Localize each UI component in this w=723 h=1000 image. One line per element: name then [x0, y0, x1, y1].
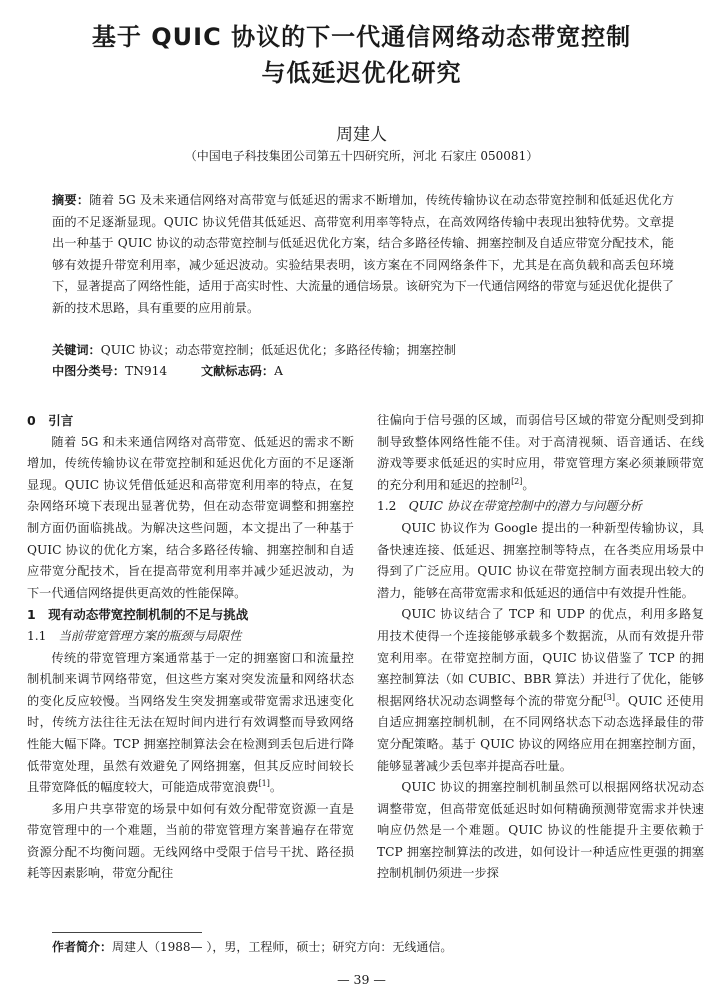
section-1-1-number: 1.1 — [27, 628, 47, 643]
section-0-heading: 0 引言 — [27, 413, 74, 428]
keywords — [52, 340, 674, 361]
keywords-text: QUIC 协议；动态带宽控制；低延迟优化；多路径传输；拥塞控制 — [100, 343, 456, 357]
section-1-heading: 1 现有动态带宽控制机制的不足与挑战 — [27, 607, 249, 623]
section-1-1-paragraph-1-text: 传统的带宽管理方案通常基于一定的拥塞窗口和流量控制机制来调节网络带宽，但这些方案对突发流量和网络状态的变化反应较慢。当网络发生突发拥塞或带宽需求迅速变化时，传统方法往往无法在短时间内进行有效调整而导致网络性能大幅下降。TCP 拥塞控制算法会在检测到丢包后进行降低带宽处理，虽然有效避免了网络拥塞，但其反应时间较长且带宽降低的幅度较大，可能造成带宽浪费 — [27, 650, 354, 795]
paper-title-line-1: 基于 QUIC 协议的下一代通信网络动态带宽控制 — [91, 23, 632, 51]
section-1-1-title: 当前带宽管理方案的瓶颈与局限性 — [58, 628, 242, 643]
section-1-2-heading — [377, 496, 704, 518]
continued-paragraph-end: 。 — [522, 477, 535, 492]
section-1-1-paragraph-1-end: 。 — [269, 780, 283, 795]
section-0-paragraph: 随着 5G 和未来通信网络对高带宽、低延迟的需求不断增加，传统传输协议在带宽控制和延迟优化方面的不足逐渐显现。QUIC 协议凭借低延迟和高带宽利用率的特点，在复杂网络环境下表现出显著优势，但在动态带宽调整和拥塞控制方面仍面临挑战。为解决这些问题，本文提出了一种基于 QUIC 协议的优化方案，结合多路径传输、拥塞控制和自适应带宽分配技术，旨在提高带宽利用率并减少延迟波动，为下一代通信网络提供更高效的性能保障。 — [27, 434, 354, 600]
section-1-2-paragraph-3: QUIC 协议的拥塞控制机制虽然可以根据网络状况动态调整带宽，但高带宽低延迟时如何精确预测带宽需求并快速响应仍然是一个难题。QUIC 协议的性能提升主要依赖于 TCP 拥塞控制算法的改进，如何设计一种适应性更强的拥塞控制机制仍须进一步探 — [377, 780, 704, 881]
continued-paragraph-text: 往偏向于信号强的区域，而弱信号区域的带宽分配则受到抑制导致整体网络性能不佳。对于高清视频、语音通话、在线游戏等要求低延迟的实时应用，带宽管理方案必须兼顾带宽的充分利用和延迟的控制 — [377, 413, 704, 492]
clc-label: 中图分类号： — [52, 364, 126, 378]
abstract — [52, 190, 674, 319]
section-1-2-paragraph-1: QUIC 协议作为 Google 提出的一种新型传输协议，具备快速连接、低延迟、拥塞控制等特点，在各类应用场景中得到了广泛应用。QUIC 协议在带宽控制方面表现出较大的潜力，能够在高带宽需求和低延迟的通信中有效提升性能。 — [377, 520, 704, 600]
doc-code-value: A — [274, 364, 283, 378]
author-bio-label: 作者简介： — [52, 940, 113, 954]
footnote-rule — [52, 932, 202, 933]
right-column — [377, 410, 704, 885]
abstract-text: 随着 5G 及未来通信网络对高带宽与低延迟的需求不断增加，传统传输协议在动态带宽控制和低延迟优化方面的不足逐渐显现。QUIC 协议凭借其低延迟、高带宽利用率等特点，在高效网络传输中表现出独特优势。文章提出一种基于 QUIC 协议的动态带宽控制与低延迟优化方案，结合多路径传输、拥塞控制及自适应带宽分配技术，能够有效提升带宽利用率，减少延迟波动。实验结果表明，该方案在不同网络条件下，尤其是在高负载和高丢包环境下，显著提高了网络性能，适用于高实时性、大流量的通信场景。该研究为下一代通信网络的带宽与延迟优化提供了新的技术思路，具有重要的应用前景。 — [52, 193, 675, 315]
section-1-2-number: 1.2 — [377, 499, 397, 514]
section-1-1-paragraph-2: 多用户共享带宽的场景中如何有效分配带宽资源一直是带宽管理中的一个难题，当前的带宽管理方案普遍存在带宽资源分配不均衡问题。无线网络中受限于信号干扰、路径损耗等因素影响，带宽分配往 — [27, 801, 354, 881]
left-column — [27, 410, 354, 885]
classification-line — [52, 361, 674, 382]
citation-3: [3] — [603, 692, 615, 702]
continued-paragraph — [377, 410, 704, 496]
author-bio-text: 周建人（1988— ），男，工程师，硕士；研究方向：无线通信。 — [112, 940, 453, 954]
abstract-label: 摘要： — [52, 193, 90, 207]
section-1-2-paragraph-2-text-b: 。QUIC 还使用自适应拥塞控制机制，在不同网络状态下动态选择最佳的带宽分配策略。基于 QUIC 协议的网络应用在拥塞控制方面，能够显著减少丢包率并提高吞吐量。 — [377, 693, 705, 773]
author-affiliation: （中国电子科技集团公司第五十四研究所，河北 石家庄 050081） — [184, 149, 539, 163]
section-1-1-heading — [27, 626, 354, 648]
section-1-2-title: QUIC 协议在带宽控制中的潜力与问题分析 — [408, 499, 642, 514]
doc-code-label: 文献标志码： — [200, 364, 275, 378]
section-1-2-paragraph-2 — [377, 604, 704, 777]
citation-2: [2] — [511, 476, 523, 486]
author-bio-footnote — [52, 938, 672, 955]
section-1-1-paragraph-1 — [27, 648, 354, 799]
clc-value: TN914 — [125, 364, 168, 378]
section-1-2-paragraph-2-text-a: QUIC 协议结合了 TCP 和 UDP 的优点，利用多路复用技术使得一个连接能够承载多个数据流，从而有效提升带宽利用率。在带宽控制方面，QUIC 协议借鉴了 TCP 的拥塞控制算法（如 CUBIC、BBR 算法）并进行了优化，能够根据网络状况动态调整每个流的带宽分配 — [377, 607, 704, 708]
paper-title-line-2: 与低延迟优化研究 — [261, 59, 462, 87]
page-number: — 39 — — [337, 972, 386, 987]
keywords-label: 关键词： — [52, 343, 101, 357]
citation-1: [1] — [258, 779, 270, 789]
author-name: 周建人 — [336, 125, 387, 145]
